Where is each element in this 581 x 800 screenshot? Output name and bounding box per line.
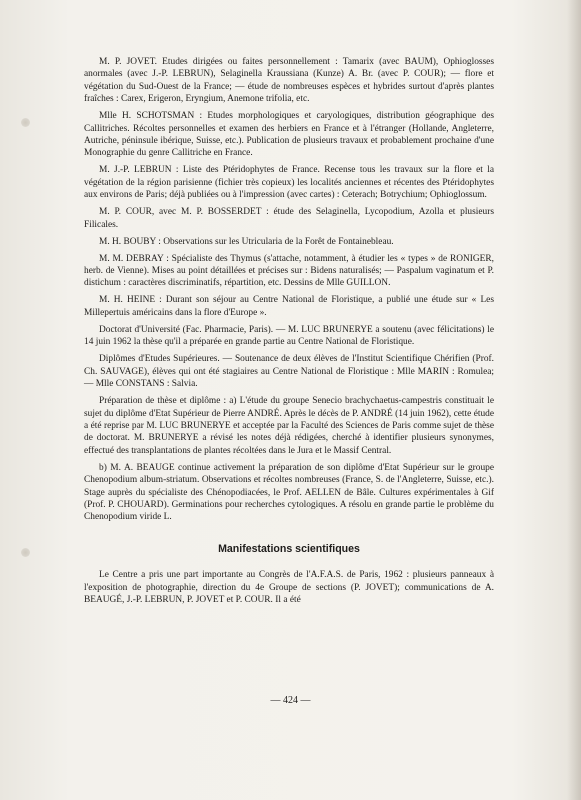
page-edge-shadow xyxy=(567,0,581,800)
punch-hole-top xyxy=(21,118,30,127)
paragraph-preparation: Préparation de thèse et diplôme : a) L'étude du groupe Senecio brachychaetus-campestris constituait le sujet du diplôme d'Etat Supérieur de Pierre ANDRÉ. Après le décès de P. ANDRÉ (14 juin 1962), cette étude a été reprise par M. LUC BRUNERYE et acceptée par la Faculté des Sciences de Paris comme sujet de thèse de doctorat. M. BRUNERYE a révisé les notes déjà rédigées, cherché à identifier plusieurs synonymes, effectué des transplantations de plantes récoltées dans le Jura et le Massif Central. xyxy=(84,396,494,456)
paragraph-bouby: M. H. BOUBY : Observations sur les Utricularia de la Forêt de Fontainebleau. xyxy=(99,236,394,247)
paragraph-schotsman: Mlle H. SCHOTSMAN : Etudes morphologiques et caryologiques, distribution géographique des Callitriches. Récoltes personnelles et examen des herbiers en France et à l'étranger (Hollande, Angleterre, Autriche, péninsule ibérique, Suisse, etc.). Publication de plusieurs travaux et probablement prochaine d'une Monographie du genre Callitriche en France. xyxy=(84,111,494,159)
paragraph-diplomes: Diplômes d'Etudes Supérieures. — Soutenance de deux élèves de l'Institut Scientifique Chérifien (Prof. Ch. SAUVAGE), élèves qui ont été stagiaires au Centre National de Floristique : Mlle MARIN : Romulea; — Mlle CONSTANS : Salvia. xyxy=(84,354,494,390)
paragraph-doctorat: Doctorat d'Université (Fac. Pharmacie, Paris). — M. LUC BRUNERYE a soutenu (avec félicitations) le 14 juin 1962 la thèse qu'il a préparée en grande partie au Centre National de Floristique. xyxy=(84,324,494,348)
section-heading: Manifestations scientifiques xyxy=(218,542,360,555)
page-number: — 424 — xyxy=(270,695,311,706)
paragraph-jovet: M. P. JOVET. Etudes dirigées ou faites personnellement : Tamarix (avec BAUM), Ophioglosses anormales (avec J.-P. LEBRUN), Selaginella Kraussiana (Kunze) A. Br. (avec P. COUR); — flore et végétation du Sud-Ouest de la France; — étude de nombreuses espèces et hybrides surtout d'après plantes fraîches : Carex, Erigeron, Eryngium, Anemone trifolia, etc. xyxy=(84,57,494,105)
paragraph-debray: M. M. DEBRAY : Spécialiste des Thymus (s'attache, notamment, à étudier les « types » de RONIGER, herb. de Vienne). Mises au point détaillées et précises sur : Bidens naturalisés; — Paspalum vaginatum et P. distichum : caractères discriminatifs, répartition, etc. Dessins de Mlle GUILLON. xyxy=(84,253,494,289)
paragraph-lebrun: M. J.-P. LEBRUN : Liste des Ptéridophytes de France. Recense tous les travaux sur la flore et la végétation de la région parisienne (fichier très copieux) les localités anciennes et récentes des Ptéridophytes aux environs de Paris; déjà publiées ou à l'impression (avec cartes) : Ceterach; Botrychium; Ophioglossum. xyxy=(84,165,494,201)
punch-hole-bottom xyxy=(21,548,30,557)
paragraph-beauge: b) M. A. BEAUGE continue activement la préparation de son diplôme d'Etat Supérieur sur le groupe Chenopodium album-striatum. Observations et récoltes nombreuses (France, S. de l'Angleterre, Suisse, etc.). Stage auprès du spécialiste des Chénopodiacées, le Prof. AELLEN de Bâle. Cultures expérimentales à Gif (Prof. P. CHOUARD). Germinations pour recherches cytologiques. A résolu en grande partie le problème du Chenopodium viride L. xyxy=(84,462,494,523)
body-text xyxy=(84,56,494,611)
paragraph-congres: Le Centre a pris une part importante au Congrès de l'A.F.A.S. de Paris, 1962 : plusieurs panneaux à l'exposition de photographie, direction du 4e Groupe de sections (P. JOVET); communications de A. BEAUGÉ, J.-P. LEBRUN, P. JOVET et P. COUR. Il a été xyxy=(84,570,494,605)
paragraph-heine: M. H. HEINE : Durant son séjour au Centre National de Floristique, a publié une étude sur « Les Millepertuis américains dans la flore d'Europe ». xyxy=(84,295,494,318)
paragraph-cour: M. P. COUR, avec M. P. BOSSERDET : étude des Selaginella, Lycopodium, Azolla et plusieurs Filicales. xyxy=(84,207,494,230)
